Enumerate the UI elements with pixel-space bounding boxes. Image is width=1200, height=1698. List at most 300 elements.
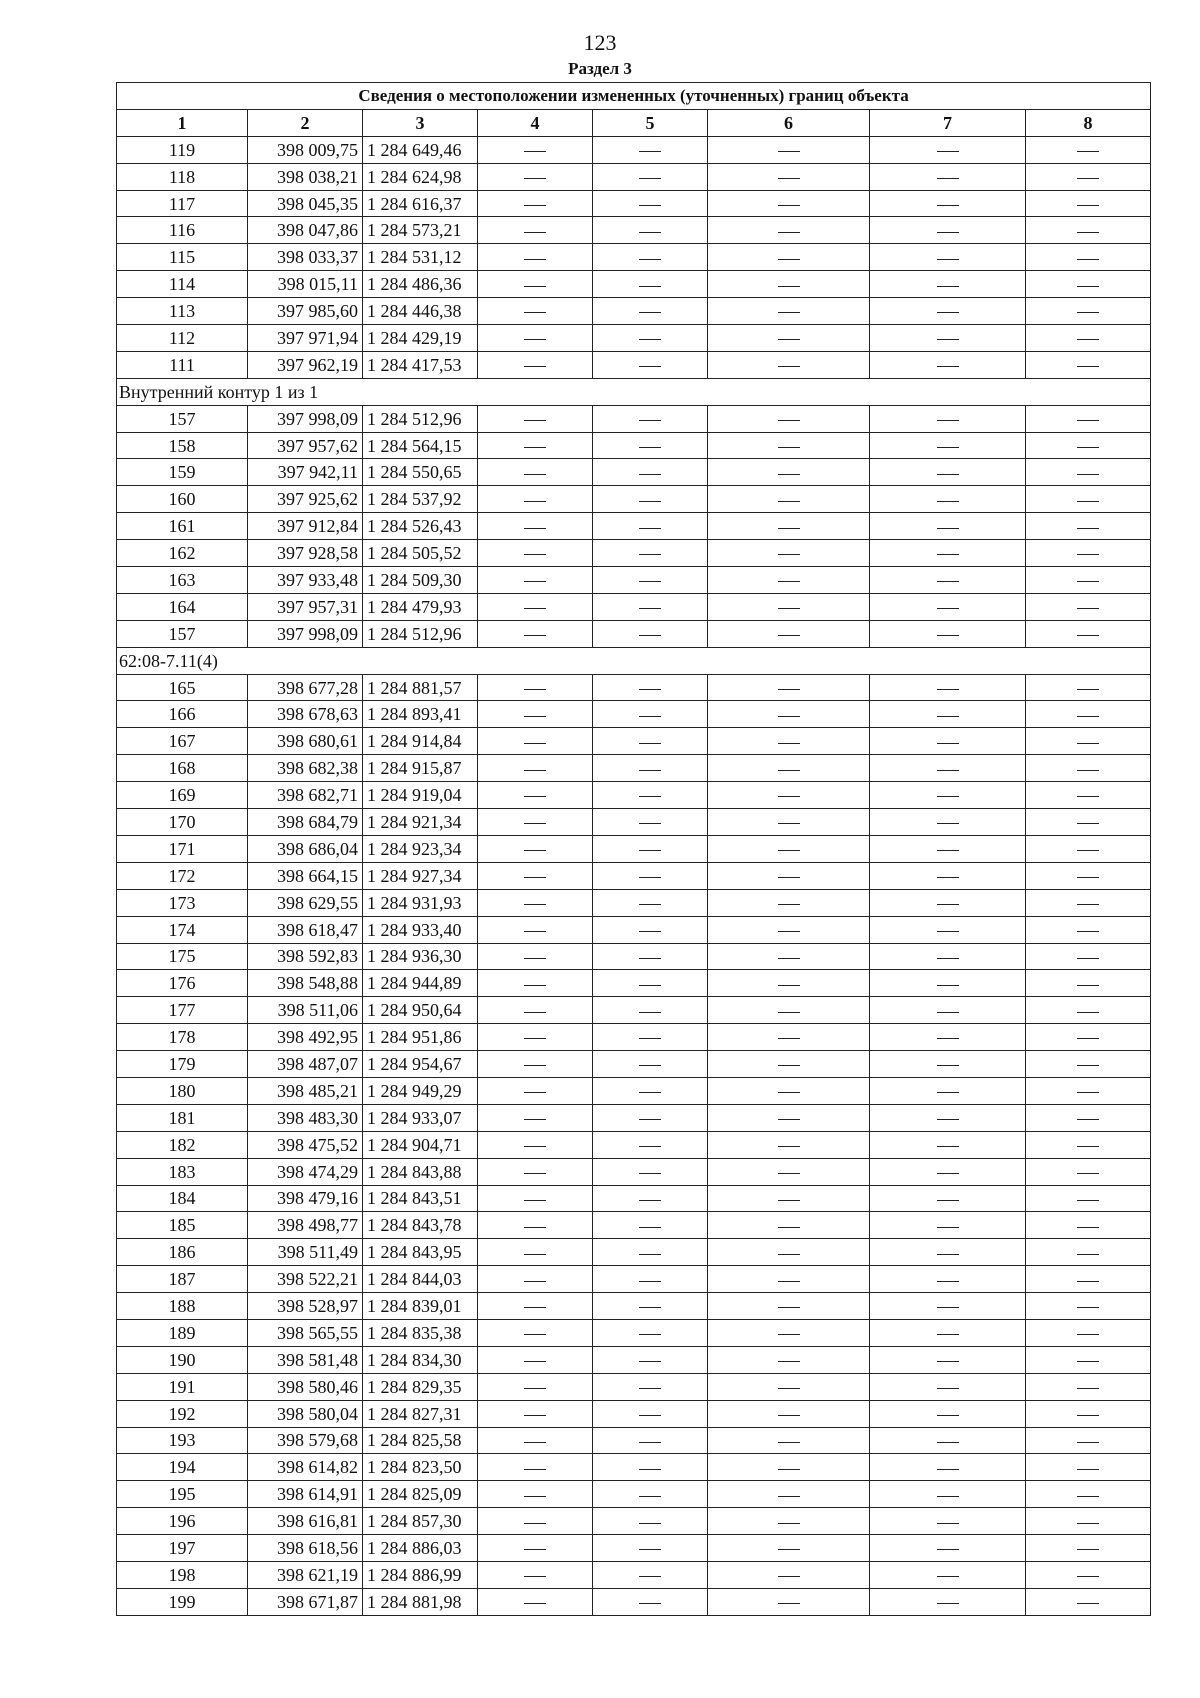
coordinate-x-cell: 398 511,49 [248,1239,363,1266]
empty-cell-col-4 [478,728,593,755]
coordinate-x-cell: 398 565,55 [248,1319,363,1346]
blank-dash [778,1523,800,1524]
empty-cell-col-4 [478,997,593,1024]
coordinate-x-cell: 398 684,79 [248,809,363,836]
blank-dash [778,1065,800,1066]
blank-dash [524,1254,546,1255]
empty-cell-col-8 [1026,593,1151,620]
empty-cell-col-5 [593,1266,708,1293]
coordinate-y-cell: 1 284 446,38 [363,298,478,325]
empty-cell-col-5 [593,271,708,298]
blank-dash [639,312,661,313]
blank-dash [639,904,661,905]
empty-cell-col-7 [870,593,1026,620]
blank-dash [778,958,800,959]
blank-dash [778,1119,800,1120]
empty-cell-col-4 [478,943,593,970]
empty-cell-col-8 [1026,432,1151,459]
empty-cell-col-5 [593,1346,708,1373]
blank-dash [639,259,661,260]
blank-dash [778,1200,800,1201]
blank-dash [937,770,959,771]
blank-dash [1077,689,1099,690]
point-number-cell: 197 [117,1535,248,1562]
point-number-cell: 114 [117,271,248,298]
blank-dash [1077,1388,1099,1389]
coordinate-y-cell: 1 284 857,30 [363,1508,478,1535]
coordinate-x-cell: 398 474,29 [248,1158,363,1185]
empty-cell-col-8 [1026,271,1151,298]
empty-cell-col-7 [870,1561,1026,1588]
point-number-cell: 162 [117,540,248,567]
empty-cell-col-4 [478,432,593,459]
empty-cell-col-5 [593,1454,708,1481]
point-number-cell: 195 [117,1481,248,1508]
coordinate-x-cell: 398 045,35 [248,190,363,217]
empty-cell-col-7 [870,809,1026,836]
blank-dash [1077,1254,1099,1255]
blank-dash [937,1119,959,1120]
blank-dash [778,823,800,824]
empty-cell-col-7 [870,1158,1026,1185]
empty-cell-col-5 [593,325,708,352]
blank-dash [639,1092,661,1093]
blank-dash [1077,770,1099,771]
empty-cell-col-8 [1026,620,1151,647]
point-number-cell: 159 [117,459,248,486]
blank-dash [639,1334,661,1335]
blank-dash [937,1469,959,1470]
blank-dash [778,1227,800,1228]
empty-cell-col-6 [708,889,870,916]
coordinate-x-cell: 397 985,60 [248,298,363,325]
blank-dash [524,420,546,421]
coordinate-y-cell: 1 284 923,34 [363,835,478,862]
coordinate-x-cell: 398 592,83 [248,943,363,970]
table-row [117,1400,1151,1427]
table-row [117,620,1151,647]
blank-dash [1077,151,1099,152]
empty-cell-col-6 [708,1239,870,1266]
empty-cell-col-7 [870,298,1026,325]
blank-dash [1077,554,1099,555]
blank-dash [524,985,546,986]
blank-dash [639,474,661,475]
table-row [117,889,1151,916]
table-row [117,351,1151,378]
blank-dash [639,1549,661,1550]
empty-cell-col-8 [1026,298,1151,325]
coordinate-y-cell: 1 284 835,38 [363,1319,478,1346]
coordinate-x-cell: 398 664,15 [248,862,363,889]
blank-dash [524,1523,546,1524]
coordinate-y-cell: 1 284 944,89 [363,970,478,997]
empty-cell-col-7 [870,620,1026,647]
blank-dash [1077,1469,1099,1470]
blank-dash [639,1388,661,1389]
empty-cell-col-6 [708,432,870,459]
blank-dash [639,528,661,529]
empty-cell-col-4 [478,1588,593,1615]
blank-dash [778,366,800,367]
empty-cell-col-7 [870,1535,1026,1562]
coordinate-y-cell: 1 284 919,04 [363,782,478,809]
empty-cell-col-8 [1026,190,1151,217]
empty-cell-col-6 [708,728,870,755]
empty-cell-col-8 [1026,1373,1151,1400]
empty-cell-col-6 [708,567,870,594]
blank-dash [937,1307,959,1308]
blank-dash [937,1038,959,1039]
empty-cell-col-8 [1026,1158,1151,1185]
table-row [117,1051,1151,1078]
empty-cell-col-6 [708,1373,870,1400]
empty-cell-col-7 [870,217,1026,244]
empty-cell-col-5 [593,728,708,755]
empty-cell-col-7 [870,271,1026,298]
coordinate-y-cell: 1 284 624,98 [363,163,478,190]
blank-dash [639,1254,661,1255]
table-row [117,486,1151,513]
point-number-cell: 118 [117,163,248,190]
blank-dash [524,447,546,448]
empty-cell-col-4 [478,1293,593,1320]
blank-dash [639,1146,661,1147]
empty-cell-col-4 [478,1212,593,1239]
empty-cell-col-8 [1026,701,1151,728]
table-row [117,1158,1151,1185]
table-row [117,567,1151,594]
table-row [117,1266,1151,1293]
table-row [117,271,1151,298]
coordinate-y-cell: 1 284 827,31 [363,1400,478,1427]
empty-cell-col-8 [1026,1427,1151,1454]
coordinate-y-cell: 1 284 531,12 [363,244,478,271]
point-number-cell: 160 [117,486,248,513]
blank-dash [937,1012,959,1013]
blank-dash [1077,366,1099,367]
blank-dash [524,608,546,609]
blank-dash [524,1065,546,1066]
blank-dash [1077,501,1099,502]
blank-dash [524,1361,546,1362]
table-row [117,943,1151,970]
blank-dash [778,796,800,797]
blank-dash [937,689,959,690]
blank-dash [524,635,546,636]
empty-cell-col-6 [708,1481,870,1508]
blank-dash [778,1092,800,1093]
empty-cell-col-6 [708,325,870,352]
blank-dash [639,1523,661,1524]
empty-cell-col-7 [870,1319,1026,1346]
table-row [117,916,1151,943]
empty-cell-col-5 [593,1131,708,1158]
blank-dash [937,823,959,824]
blank-dash [639,554,661,555]
blank-dash [1077,1092,1099,1093]
empty-cell-col-8 [1026,1293,1151,1320]
empty-cell-col-5 [593,916,708,943]
empty-cell-col-6 [708,997,870,1024]
empty-cell-col-5 [593,459,708,486]
blank-dash [1077,447,1099,448]
empty-cell-col-4 [478,1454,593,1481]
coordinate-y-cell: 1 284 893,41 [363,701,478,728]
blank-dash [937,447,959,448]
empty-cell-col-4 [478,701,593,728]
column-header-1: 1 [117,109,248,136]
blank-dash [524,312,546,313]
empty-cell-col-7 [870,782,1026,809]
column-header-2: 2 [248,109,363,136]
empty-cell-col-5 [593,351,708,378]
table-row [117,1373,1151,1400]
blank-dash [937,608,959,609]
empty-cell-col-4 [478,1346,593,1373]
empty-cell-col-5 [593,1481,708,1508]
coordinate-y-cell: 1 284 881,98 [363,1588,478,1615]
blank-dash [639,1200,661,1201]
empty-cell-col-8 [1026,997,1151,1024]
blank-dash [1077,1012,1099,1013]
coordinate-x-cell: 398 483,30 [248,1104,363,1131]
empty-cell-col-8 [1026,782,1151,809]
blank-dash [524,528,546,529]
column-header-5: 5 [593,109,708,136]
empty-cell-col-5 [593,674,708,701]
point-number-cell: 182 [117,1131,248,1158]
empty-cell-col-6 [708,217,870,244]
blank-dash [524,1469,546,1470]
empty-cell-col-6 [708,1293,870,1320]
blank-dash [778,151,800,152]
table-row [117,701,1151,728]
empty-cell-col-6 [708,136,870,163]
coordinate-x-cell: 398 485,21 [248,1077,363,1104]
empty-cell-col-4 [478,1427,593,1454]
blank-dash [778,312,800,313]
empty-cell-col-7 [870,1212,1026,1239]
table-row [117,540,1151,567]
point-number-cell: 113 [117,298,248,325]
empty-cell-col-6 [708,190,870,217]
table-row [117,1024,1151,1051]
empty-cell-col-6 [708,486,870,513]
blank-dash [524,904,546,905]
contour-group-label: 62:08-7.11(4) [117,647,1151,674]
blank-dash [1077,1173,1099,1174]
table-row [117,1077,1151,1104]
blank-dash [524,1576,546,1577]
coordinate-x-cell: 397 942,11 [248,459,363,486]
blank-dash [778,501,800,502]
blank-dash [1077,716,1099,717]
empty-cell-col-4 [478,755,593,782]
coordinate-x-cell: 397 962,19 [248,351,363,378]
empty-cell-col-7 [870,1400,1026,1427]
blank-dash [639,1576,661,1577]
table-row [117,136,1151,163]
table-row [117,1212,1151,1239]
table-row [117,997,1151,1024]
empty-cell-col-8 [1026,943,1151,970]
blank-dash [524,1227,546,1228]
coordinate-y-cell: 1 284 931,93 [363,889,478,916]
empty-cell-col-4 [478,674,593,701]
empty-cell-col-5 [593,809,708,836]
coordinate-y-cell: 1 284 429,19 [363,325,478,352]
empty-cell-col-8 [1026,1131,1151,1158]
coordinate-x-cell: 398 511,06 [248,997,363,1024]
table-row [117,1131,1151,1158]
point-number-cell: 191 [117,1373,248,1400]
blank-dash [937,501,959,502]
empty-cell-col-6 [708,862,870,889]
empty-cell-col-8 [1026,1588,1151,1615]
coordinate-y-cell: 1 284 526,43 [363,513,478,540]
blank-dash [778,178,800,179]
blank-dash [937,1254,959,1255]
point-number-cell: 170 [117,809,248,836]
empty-cell-col-5 [593,244,708,271]
blank-dash [639,1469,661,1470]
empty-cell-col-4 [478,1319,593,1346]
point-number-cell: 196 [117,1508,248,1535]
blank-dash [639,286,661,287]
empty-cell-col-5 [593,513,708,540]
blank-dash [639,1012,661,1013]
point-number-cell: 177 [117,997,248,1024]
empty-cell-col-5 [593,298,708,325]
point-number-cell: 115 [117,244,248,271]
blank-dash [937,474,959,475]
blank-dash [1077,259,1099,260]
coordinate-x-cell: 398 614,91 [248,1481,363,1508]
empty-cell-col-8 [1026,1239,1151,1266]
coordinates-table [116,82,1151,1616]
blank-dash [778,1549,800,1550]
table-row [117,1346,1151,1373]
empty-cell-col-8 [1026,1185,1151,1212]
blank-dash [639,1442,661,1443]
blank-dash [778,1281,800,1282]
point-number-cell: 178 [117,1024,248,1051]
column-header-6: 6 [708,109,870,136]
coordinate-y-cell: 1 284 949,29 [363,1077,478,1104]
blank-dash [778,554,800,555]
empty-cell-col-6 [708,351,870,378]
blank-dash [639,1065,661,1066]
blank-dash [1077,1334,1099,1335]
empty-cell-col-7 [870,325,1026,352]
blank-dash [524,1496,546,1497]
blank-dash [524,770,546,771]
table-row [117,755,1151,782]
blank-dash [1077,743,1099,744]
coordinate-y-cell: 1 284 886,99 [363,1561,478,1588]
blank-dash [524,689,546,690]
empty-cell-col-4 [478,271,593,298]
empty-cell-col-5 [593,1239,708,1266]
blank-dash [524,1119,546,1120]
table-row [117,1239,1151,1266]
blank-dash [524,205,546,206]
empty-cell-col-8 [1026,351,1151,378]
blank-dash [937,1281,959,1282]
empty-cell-col-8 [1026,1266,1151,1293]
point-number-cell: 184 [117,1185,248,1212]
coordinate-x-cell: 398 047,86 [248,217,363,244]
empty-cell-col-4 [478,244,593,271]
blank-dash [937,877,959,878]
table-row [117,1427,1151,1454]
table-row [117,432,1151,459]
blank-dash [524,1092,546,1093]
empty-cell-col-7 [870,889,1026,916]
coordinate-y-cell: 1 284 825,09 [363,1481,478,1508]
blank-dash [778,716,800,717]
empty-cell-col-7 [870,1427,1026,1454]
coordinate-y-cell: 1 284 933,07 [363,1104,478,1131]
coordinate-x-cell: 398 487,07 [248,1051,363,1078]
blank-dash [639,366,661,367]
blank-dash [937,312,959,313]
empty-cell-col-7 [870,916,1026,943]
blank-dash [524,366,546,367]
coordinate-x-cell: 398 015,11 [248,271,363,298]
empty-cell-col-4 [478,567,593,594]
empty-cell-col-7 [870,432,1026,459]
empty-cell-col-7 [870,1346,1026,1373]
empty-cell-col-5 [593,1373,708,1400]
blank-dash [1077,877,1099,878]
empty-cell-col-5 [593,593,708,620]
empty-cell-col-6 [708,701,870,728]
blank-dash [778,689,800,690]
empty-cell-col-8 [1026,1212,1151,1239]
coordinate-x-cell: 398 614,82 [248,1454,363,1481]
empty-cell-col-5 [593,970,708,997]
coordinate-y-cell: 1 284 921,34 [363,809,478,836]
table-row [117,593,1151,620]
empty-cell-col-6 [708,809,870,836]
blank-dash [778,581,800,582]
table-row [117,835,1151,862]
blank-dash [937,205,959,206]
empty-cell-col-5 [593,835,708,862]
blank-dash [1077,1361,1099,1362]
coordinate-y-cell: 1 284 829,35 [363,1373,478,1400]
empty-cell-col-7 [870,351,1026,378]
blank-dash [1077,1281,1099,1282]
empty-cell-col-4 [478,1185,593,1212]
empty-cell-col-5 [593,190,708,217]
point-number-cell: 165 [117,674,248,701]
empty-cell-col-8 [1026,916,1151,943]
empty-cell-col-4 [478,593,593,620]
empty-cell-col-8 [1026,728,1151,755]
empty-cell-col-5 [593,1077,708,1104]
blank-dash [524,877,546,878]
empty-cell-col-4 [478,1077,593,1104]
blank-dash [639,151,661,152]
empty-cell-col-5 [593,997,708,1024]
blank-dash [937,635,959,636]
blank-dash [1077,1065,1099,1066]
coordinate-x-cell: 397 928,58 [248,540,363,567]
empty-cell-col-4 [478,1535,593,1562]
